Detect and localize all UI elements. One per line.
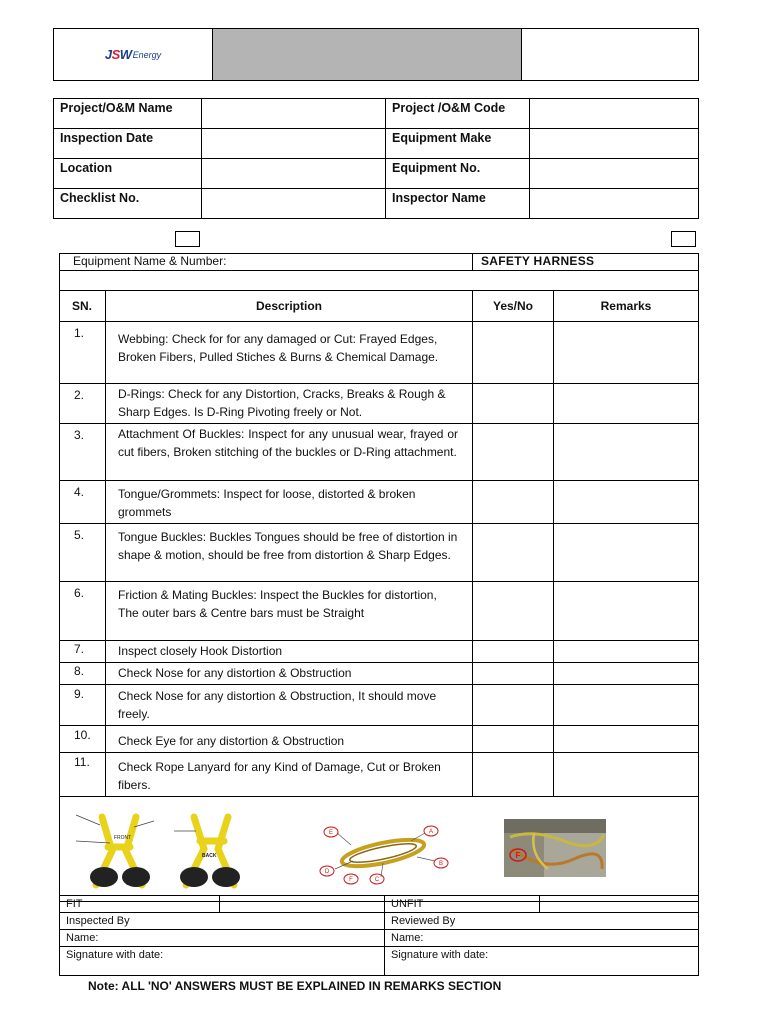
row-number: 2. — [60, 384, 106, 424]
reviewer-signature-field[interactable]: Signature with date: — [385, 947, 699, 976]
row-description: Check Eye for any distortion & Obstruction — [106, 726, 473, 753]
yes-no-field[interactable] — [473, 582, 554, 641]
left-checkbox[interactable] — [175, 231, 200, 247]
row-number: 5. — [60, 524, 106, 582]
info-label: Inspection Date — [54, 129, 202, 159]
diagram-label-b: B — [438, 861, 444, 867]
info-label: Project /O&M Code — [386, 99, 530, 129]
inspector-name-signoff[interactable]: Name: — [60, 930, 385, 947]
remarks-field[interactable] — [554, 641, 699, 663]
yes-no-field[interactable] — [473, 524, 554, 582]
row-number: 11. — [60, 753, 106, 797]
remarks-field[interactable] — [554, 726, 699, 753]
diagram-label-e: E — [328, 830, 334, 836]
unfit-label: UNFIT — [385, 896, 540, 913]
row-number: 10. — [60, 726, 106, 753]
row-description: Tongue Buckles: Buckles Tongues should be free of distortion in shape & motion, should be free from distortion & Sharp Edges. — [106, 524, 473, 582]
info-row — [54, 159, 699, 189]
diagram-label-a: A — [428, 829, 434, 835]
equipment-label: Equipment Name & Number: — [60, 254, 473, 271]
yes-no-field[interactable] — [473, 685, 554, 726]
col-header-yes-no: Yes/No — [473, 291, 554, 322]
fit-label: FIT — [60, 896, 220, 913]
signoff-table — [59, 895, 699, 976]
remarks-field[interactable] — [554, 322, 699, 384]
row-number: 7. — [60, 641, 106, 663]
row-description: Tongue/Grommets: Inspect for loose, distorted & broken grommets — [106, 481, 473, 524]
checklist-row — [60, 524, 699, 582]
right-checkbox[interactable] — [671, 231, 696, 247]
row-description: D-Rings: Check for any Distortion, Cracks, Breaks & Rough & Sharp Edges. Is D-Ring Pivoting freely or Not. — [106, 384, 473, 424]
equipment-no-field[interactable] — [530, 159, 699, 189]
header-row — [60, 291, 699, 322]
info-row — [54, 189, 699, 219]
row-number: 1. — [60, 322, 106, 384]
info-label: Equipment No. — [386, 159, 530, 189]
fit-row — [60, 896, 699, 913]
remarks-field[interactable] — [554, 685, 699, 726]
yes-no-field[interactable] — [473, 424, 554, 481]
remarks-field[interactable] — [554, 424, 699, 481]
row-description: Check Rope Lanyard for any Kind of Damage, Cut or Broken fibers. — [106, 753, 473, 797]
row-number: 9. — [60, 685, 106, 726]
checklist-row — [60, 481, 699, 524]
form-header — [53, 28, 699, 81]
location-field[interactable] — [202, 159, 386, 189]
header-right-box — [522, 29, 699, 81]
checklist-row — [60, 753, 699, 797]
info-label: Project/O&M Name — [54, 99, 202, 129]
logo-cell — [54, 29, 213, 81]
header-title-box — [213, 29, 522, 81]
info-label: Checklist No. — [54, 189, 202, 219]
illustrations-cell — [60, 797, 699, 902]
col-header-remarks: Remarks — [554, 291, 699, 322]
checklist-row — [60, 663, 699, 685]
checklist-row — [60, 322, 699, 384]
checklist-row — [60, 685, 699, 726]
images-row — [60, 797, 699, 902]
remarks-field[interactable] — [554, 753, 699, 797]
inspected-by-label: Inspected By — [60, 913, 385, 930]
remarks-field[interactable] — [554, 663, 699, 685]
project-name-field[interactable] — [202, 99, 386, 129]
yes-no-field[interactable] — [473, 384, 554, 424]
back-label: BACK — [202, 853, 217, 859]
info-row — [54, 129, 699, 159]
yes-no-field[interactable] — [473, 322, 554, 384]
remarks-field[interactable] — [554, 582, 699, 641]
row-description: Friction & Mating Buckles: Inspect the Buckles for distortion, The outer bars & Centre bars must be Straight — [106, 582, 473, 641]
row-description: Check Nose for any distortion & Obstruction, It should move freely. — [106, 685, 473, 726]
row-number: 4. — [60, 481, 106, 524]
info-label: Inspector Name — [386, 189, 530, 219]
checklist-row — [60, 384, 699, 424]
inspector-name-field[interactable] — [530, 189, 699, 219]
row-description: Inspect closely Hook Distortion — [106, 641, 473, 663]
unfit-field[interactable] — [540, 896, 699, 913]
remarks-note: Note: ALL 'NO' ANSWERS MUST BE EXPLAINED IN REMARKS SECTION — [88, 979, 502, 993]
name-row — [60, 930, 699, 947]
diagram-label-c: C — [374, 877, 380, 883]
photo-label-f: F — [515, 851, 521, 860]
checklist-table — [59, 253, 699, 902]
diagram-label-d: D — [324, 869, 330, 875]
signature-row — [60, 947, 699, 976]
yes-no-field[interactable] — [473, 663, 554, 685]
info-label: Equipment Make — [386, 129, 530, 159]
equipment-value: SAFETY HARNESS — [473, 254, 699, 271]
remarks-field[interactable] — [554, 524, 699, 582]
yes-no-field[interactable] — [473, 481, 554, 524]
row-number: 8. — [60, 663, 106, 685]
fit-field[interactable] — [220, 896, 385, 913]
checklist-no-field[interactable] — [202, 189, 386, 219]
project-code-field[interactable] — [530, 99, 699, 129]
equipment-row — [60, 254, 699, 271]
row-description: Attachment Of Buckles: Inspect for any unusual wear, frayed or cut fibers, Broken stitching of the buckles or D-Ring attachment. — [106, 424, 473, 481]
spacer-row — [60, 271, 699, 291]
yes-no-field[interactable] — [473, 641, 554, 663]
inspected-row — [60, 913, 699, 930]
checklist-row — [60, 726, 699, 753]
reviewed-by-label: Reviewed By — [385, 913, 699, 930]
remarks-field[interactable] — [554, 384, 699, 424]
row-description: Webbing: Check for for any damaged or Cut: Frayed Edges, Broken Fibers, Pulled Stiches & Burns & Chemical Damage. — [106, 322, 473, 384]
remarks-field[interactable] — [554, 481, 699, 524]
equipment-make-field[interactable] — [530, 129, 699, 159]
checklist-row — [60, 582, 699, 641]
checklist-row — [60, 641, 699, 663]
diagram-label-f-small: F — [349, 877, 353, 883]
row-number: 3. — [60, 424, 106, 481]
info-label: Location — [54, 159, 202, 189]
inspector-signature-field[interactable]: Signature with date: — [60, 947, 385, 976]
checklist-row — [60, 424, 699, 481]
row-description: Check Nose for any distortion & Obstruction — [106, 663, 473, 685]
yes-no-field[interactable] — [473, 753, 554, 797]
yes-no-field[interactable] — [473, 726, 554, 753]
front-label: FRONT — [114, 835, 132, 841]
hook-diagram-image — [313, 823, 453, 885]
rope-lanyard-photo — [504, 819, 606, 877]
harness-front-back-image — [74, 811, 246, 891]
reviewer-name-signoff[interactable]: Name: — [385, 930, 699, 947]
col-header-description: Description — [106, 291, 473, 322]
row-number: 6. — [60, 582, 106, 641]
info-row — [54, 99, 699, 129]
inspection-date-field[interactable] — [202, 129, 386, 159]
col-header-sn: SN. — [60, 291, 106, 322]
jsw-energy-logo: JSW Energy — [104, 47, 162, 62]
info-table — [53, 98, 699, 219]
